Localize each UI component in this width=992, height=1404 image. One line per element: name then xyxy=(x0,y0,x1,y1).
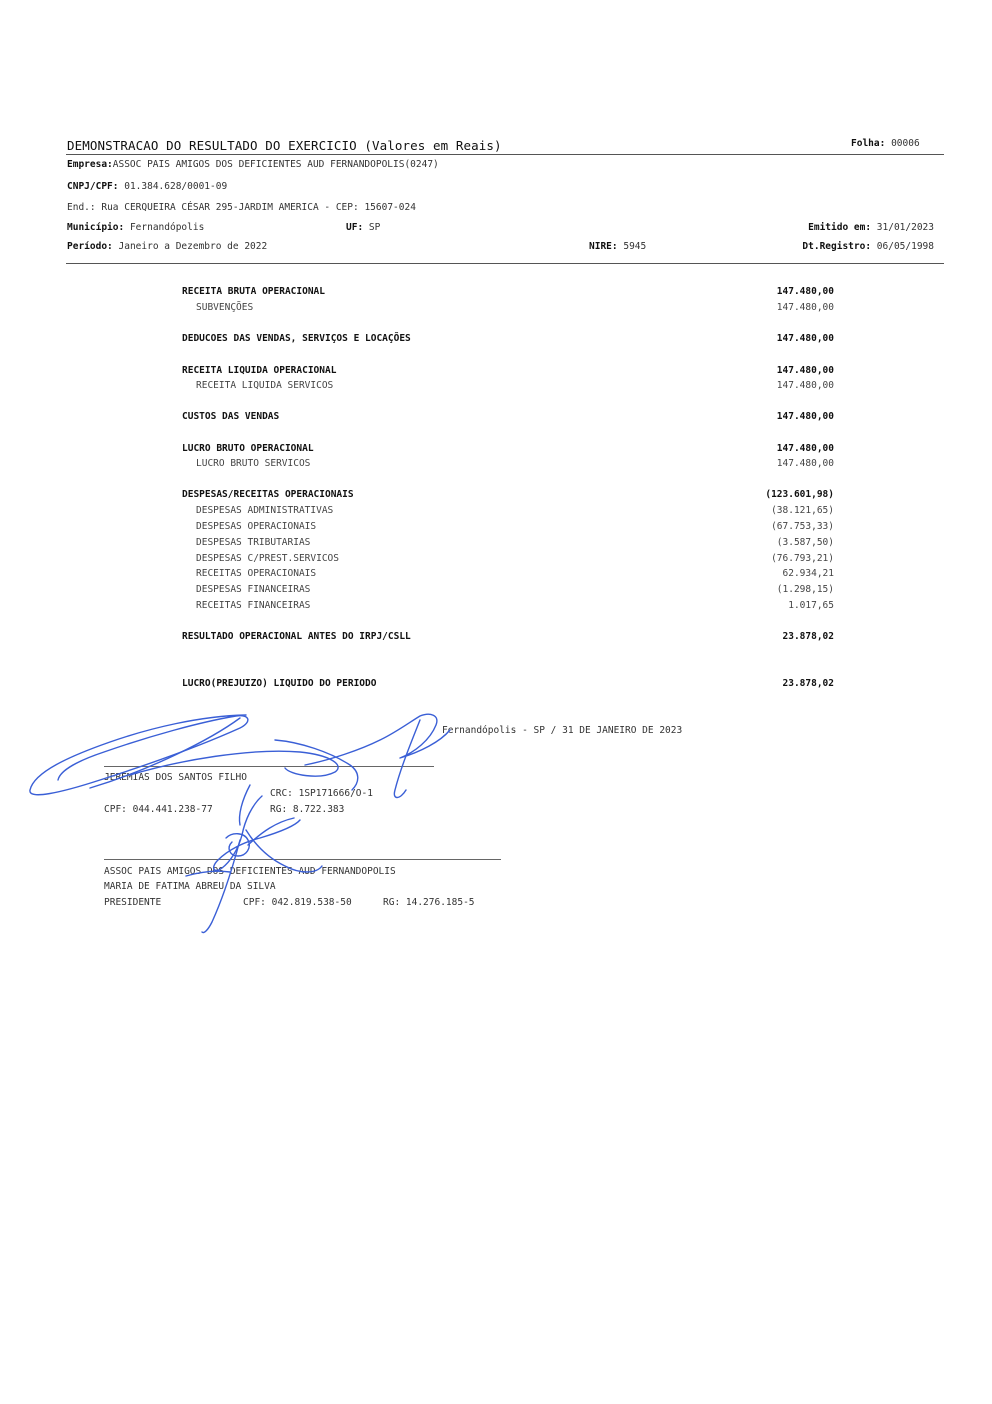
nire-label: NIRE: xyxy=(589,241,618,252)
statement-row-label: CUSTOS DAS VENDAS xyxy=(182,411,280,422)
municipality-value: Fernandópolis xyxy=(129,222,205,233)
address-label: End.: xyxy=(67,202,96,213)
statement-row-value: (38.121,65) xyxy=(771,505,834,516)
statement-row-label: DEDUCOES DAS VENDAS, SERVIÇOS E LOCAÇÕES xyxy=(182,333,411,344)
page-number-label: Folha: xyxy=(851,138,886,149)
issued-label: Emitido em: xyxy=(808,222,872,233)
statement-row-label: RECEITAS FINANCEIRAS xyxy=(196,600,311,611)
state-value: SP xyxy=(368,222,381,233)
statement-row-value: 147.480,00 xyxy=(776,286,834,297)
president-rg: RG: 14.276.185-5 xyxy=(383,897,475,908)
nire-value: 5945 xyxy=(623,241,647,252)
statement-row-value: 147.480,00 xyxy=(776,365,834,376)
statement-row-label: LUCRO BRUTO OPERACIONAL xyxy=(182,443,314,454)
statement-row-value: 147.480,00 xyxy=(776,411,834,422)
statement-row-label: DESPESAS C/PREST.SERVICOS xyxy=(196,553,339,564)
statement-row-value: 147.480,00 xyxy=(776,458,834,469)
company-label: Empresa: xyxy=(67,159,113,170)
statement-row-value: (76.793,21) xyxy=(771,553,834,564)
statement-row-label: DESPESAS ADMINISTRATIVAS xyxy=(196,505,334,516)
statement-row-value: (67.753,33) xyxy=(771,521,834,532)
accountant-cpf: CPF: 044.441.238-77 xyxy=(104,804,213,815)
statement-row-value: 147.480,00 xyxy=(776,380,834,391)
accountant-crc: CRC: 1SP171666/O-1 xyxy=(270,788,373,799)
statement-row-label: SUBVENÇÕES xyxy=(196,302,254,313)
statement-row-label: DESPESAS FINANCEIRAS xyxy=(196,584,311,595)
address-value: Rua CERQUEIRA CÉSAR 295-JARDIM AMERICA - CEP: 15607-024 xyxy=(101,202,416,213)
statement-row-label: LUCRO BRUTO SERVICOS xyxy=(196,458,311,469)
statement-row-value: (3.587,50) xyxy=(776,537,834,548)
statement-row-value: (1.298,15) xyxy=(776,584,834,595)
state-label: UF: xyxy=(346,222,364,233)
statement-row-value: 62.934,21 xyxy=(782,568,834,579)
municipality-label: Município: xyxy=(67,222,125,233)
statement-row-label: RECEITAS OPERACIONAIS xyxy=(196,568,317,579)
issued-value: 31/01/2023 xyxy=(876,222,934,233)
statement-row-label: RECEITA BRUTA OPERACIONAL xyxy=(182,286,325,297)
statement-row-value: 147.480,00 xyxy=(776,443,834,454)
statement-row-label: RECEITA LIQUIDA OPERACIONAL xyxy=(182,365,337,376)
president-cpf: CPF: 042.819.538-50 xyxy=(243,897,352,908)
statement-row-value: 1.017,65 xyxy=(788,600,834,611)
statement-row-value: 147.480,00 xyxy=(776,302,834,313)
report-title: DEMONSTRACAO DO RESULTADO DO EXERCICIO (Valores em Reais) xyxy=(67,138,502,153)
entity-name: ASSOC PAIS AMIGOS DOS DEFICIENTES AUD FERNANDOPOLIS xyxy=(104,866,396,877)
company-value: ASSOC PAIS AMIGOS DOS DEFICIENTES AUD FERNANDOPOLIS(0247) xyxy=(112,159,439,170)
period-label: Período: xyxy=(67,241,113,252)
place-date: Fernandópolis - SP / 31 DE JANEIRO DE 2023 xyxy=(442,725,683,736)
registration-label: Dt.Registro: xyxy=(802,241,872,252)
accountant-name: JEREMIAS DOS SANTOS FILHO xyxy=(104,772,247,783)
statement-row-value: 23.878,02 xyxy=(782,678,834,689)
statement-row-value: (123.601,98) xyxy=(765,489,834,500)
statement-row-label: DESPESAS OPERACIONAIS xyxy=(196,521,317,532)
statement-row-label: RESULTADO OPERACIONAL ANTES DO IRPJ/CSLL xyxy=(182,631,411,642)
registration-value: 06/05/1998 xyxy=(876,241,934,252)
cnpj-value: 01.384.628/0001-09 xyxy=(124,181,228,192)
accountant-rg: RG: 8.722.383 xyxy=(270,804,345,815)
statement-row-label: LUCRO(PREJUIZO) LIQUIDO DO PERIODO xyxy=(182,678,377,689)
statement-row-label: RECEITA LIQUIDA SERVICOS xyxy=(196,380,334,391)
page-number-value: 00006 xyxy=(891,138,920,149)
period-value: Janeiro a Dezembro de 2022 xyxy=(118,241,268,252)
statement-row-label: DESPESAS TRIBUTARIAS xyxy=(196,537,311,548)
president-name: MARIA DE FATIMA ABREU DA SILVA xyxy=(104,881,276,892)
statement-row-label: DESPESAS/RECEITAS OPERACIONAIS xyxy=(182,489,354,500)
president-role: PRESIDENTE xyxy=(104,897,162,908)
statement-row-value: 147.480,00 xyxy=(776,333,834,344)
cnpj-label: CNPJ/CPF: xyxy=(67,181,119,192)
statement-row-value: 23.878,02 xyxy=(782,631,834,642)
